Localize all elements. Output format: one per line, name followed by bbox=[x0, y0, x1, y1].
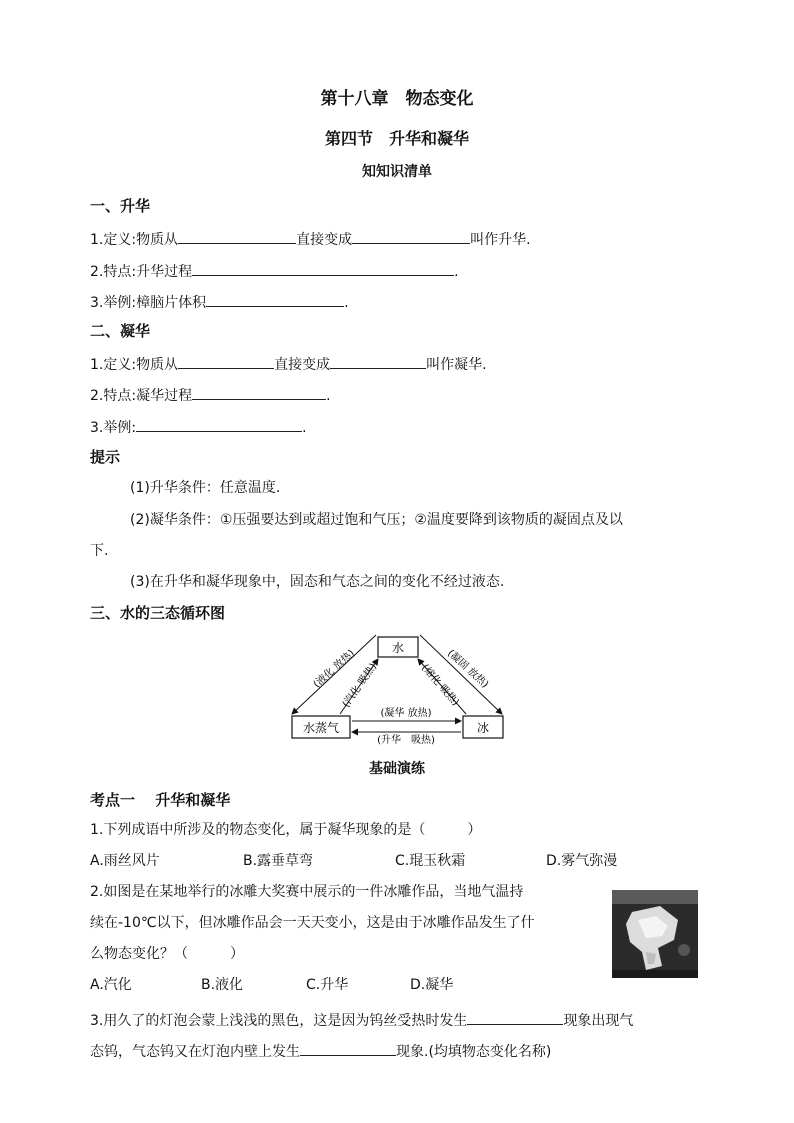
sublimation-feature: 2.特点:升华过程 . bbox=[90, 261, 459, 281]
freezing-label: (凝固 放热) bbox=[445, 647, 491, 691]
question-2-option-d[interactable]: D.凝华 bbox=[410, 977, 454, 993]
deposition-feature: 2.特点:凝华过程 . bbox=[90, 385, 331, 405]
chapter-title: 第十八章 物态变化 bbox=[320, 89, 474, 109]
deposition-example: 3.举例: . bbox=[90, 417, 307, 437]
question-2-line-2: 续在-10℃以下，但冰雕作品会一天天变小，这是由于冰雕作品发生了什 bbox=[90, 915, 535, 931]
vaporization-label: (汽化 吸热) bbox=[340, 661, 380, 710]
question-3-line-2: 态钨，气态钨又在灯泡内壁上发生 现象.(均填物态变化名称) bbox=[90, 1041, 551, 1061]
question-1-option-b[interactable]: B.露垂草弯 bbox=[243, 853, 314, 869]
question-2-line-1: 2.如图是在某地举行的冰雕大奖赛中展示的一件冰雕作品，当地气温持 bbox=[90, 884, 524, 900]
fill-blank[interactable] bbox=[178, 354, 274, 369]
question-2-line-3: 么物态变化？（ ） bbox=[90, 946, 244, 962]
deposition-definition: 1.定义:物质从 直接变成 叫作凝华. bbox=[90, 354, 487, 374]
question-1-option-d[interactable]: D.雾气弥漫 bbox=[546, 853, 618, 869]
fill-blank[interactable] bbox=[467, 1010, 563, 1025]
fill-blank[interactable] bbox=[136, 417, 302, 432]
tip-2-continued: 下. bbox=[90, 543, 109, 559]
water-cycle-heading: 三、水的三态循环图 bbox=[90, 604, 226, 622]
question-2-option-a[interactable]: A.汽化 bbox=[90, 977, 132, 993]
sublimation-label: (升华 吸热) bbox=[377, 735, 435, 746]
fill-blank[interactable] bbox=[352, 229, 470, 244]
question-1-option-c[interactable]: C.琨玉秋霜 bbox=[395, 853, 466, 869]
fill-blank[interactable] bbox=[206, 292, 344, 307]
tip-2: (2)凝华条件：①压强要达到或超过饱和气压；②温度要降到该物质的凝固点及以 bbox=[130, 512, 623, 528]
tips-heading: 提示 bbox=[90, 448, 121, 466]
question-2-option-c[interactable]: C.升华 bbox=[306, 977, 349, 993]
question-1-option-a[interactable]: A.雨丝风片 bbox=[90, 853, 160, 869]
fill-blank[interactable] bbox=[192, 261, 454, 276]
vapor-label: 水蒸气 bbox=[302, 721, 340, 735]
sublimation-definition: 1.定义:物质从 直接变成 叫作升华. bbox=[90, 229, 531, 249]
liquefaction-label: (液化 放热) bbox=[311, 647, 357, 691]
sublimation-example: 3.举例:樟脑片体积 . bbox=[90, 292, 349, 312]
question-3-line-1: 3.用久了的灯泡会蒙上浅浅的黑色，这是因为钨丝受热时发生 现象出现气 bbox=[90, 1010, 633, 1030]
water-state-cycle-diagram bbox=[280, 625, 520, 750]
fill-blank[interactable] bbox=[330, 354, 426, 369]
fill-blank[interactable] bbox=[192, 385, 326, 400]
ice-label: 冰 bbox=[476, 721, 490, 735]
question-1-stem: 1.下列成语中所涉及的物态变化，属于凝华现象的是（ ） bbox=[90, 822, 482, 838]
fill-blank[interactable] bbox=[300, 1041, 396, 1056]
tip-1: (1)升华条件：任意温度. bbox=[130, 480, 281, 496]
tip-3: (3)在升华和凝华现象中，固态和气态之间的变化不经过液态. bbox=[130, 574, 505, 590]
ice-sculpture-photo bbox=[612, 890, 698, 978]
melting-label: (熔化 吸热) bbox=[419, 662, 461, 709]
knowledge-list-title: 知知识清单 bbox=[362, 164, 432, 180]
section-sublimation-heading: 一、升华 bbox=[90, 197, 151, 215]
practice-title: 基础演练 bbox=[369, 761, 425, 777]
fill-blank[interactable] bbox=[178, 229, 296, 244]
deposition-label: (凝华 放热) bbox=[380, 708, 432, 719]
section-title: 第四节 升华和凝华 bbox=[324, 129, 469, 148]
section-deposition-heading: 二、凝华 bbox=[90, 322, 151, 340]
question-2-option-b[interactable]: B.液化 bbox=[201, 977, 244, 993]
key-point-1-heading: 考点一 升华和凝华 bbox=[90, 791, 231, 809]
water-label: 水 bbox=[391, 641, 405, 655]
